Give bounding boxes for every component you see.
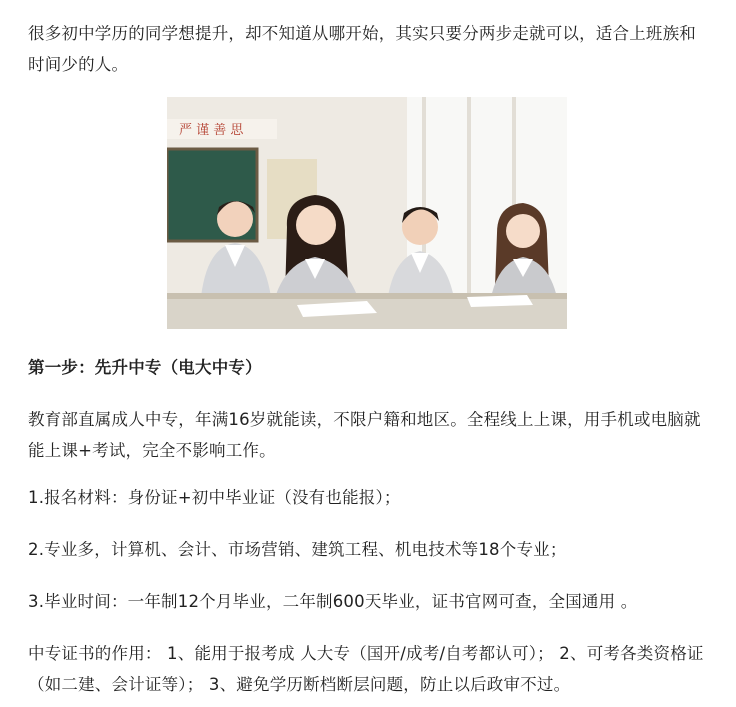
step1-heading: 第一步：先升中专（电大中专）: [28, 358, 262, 377]
list-item: 3.毕业时间：一年制12个月毕业，二年制600天毕业，证书官网可查，全国通用 。: [28, 592, 638, 611]
certificate-role-paragraph: 中专证书的作用： 1、能用于报考成 人大专（国开/成考/自考都认可）； 2、可考各类资格证（如二建、会计证等）； 3、避免学历断档断层问题，防止以后政审不过。: [28, 644, 704, 694]
banner-text: 严 谨 善 思: [179, 123, 244, 138]
intro-paragraph: 很多初中学历的同学想提升，却不知道从哪开始，其实只要分两步走就可以，适合上班族和时间少的人。: [28, 24, 696, 74]
step1-description: 教育部直属成人中专，年满16岁就能读，不限户籍和地区。全程线上上课，用手机或电脑就能上课+考试，完全不影响工作。: [28, 410, 701, 460]
classroom-photo: [167, 97, 567, 329]
list-item: 2.专业多，计算机、会计、市场营销、建筑工程、机电技术等18个专业；: [28, 540, 567, 559]
list-item: 1.报名材料：身份证+初中毕业证（没有也能报）；: [28, 488, 401, 507]
